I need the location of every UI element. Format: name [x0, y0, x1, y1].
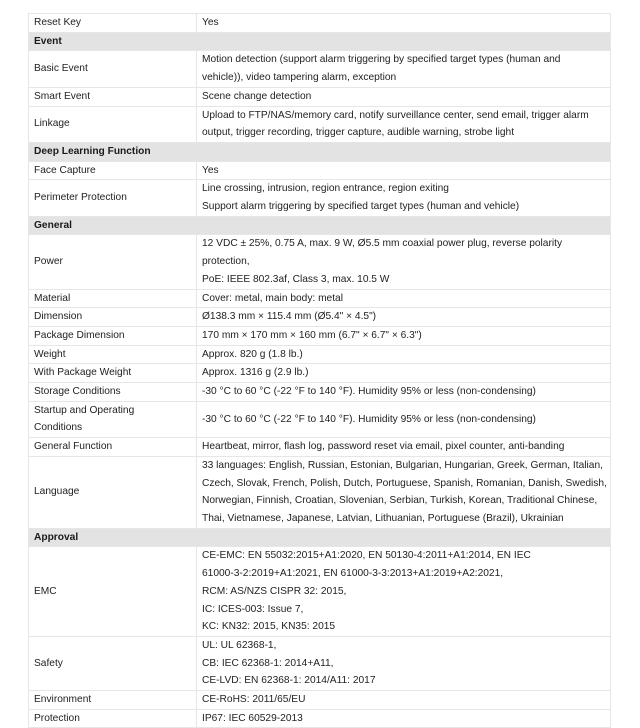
spec-value-line: Support alarm triggering by specified target types (human and vehicle) — [202, 201, 520, 213]
spec-label-line: Startup and Operating — [34, 404, 135, 416]
section-title: Deep Learning Function — [29, 142, 611, 161]
spec-row — [29, 289, 611, 308]
spec-row — [29, 308, 611, 327]
spec-row — [29, 438, 611, 457]
spec-value — [197, 308, 611, 327]
spec-label — [29, 401, 197, 437]
spec-value-line: Yes — [202, 17, 219, 28]
spec-label: Environment — [29, 691, 197, 710]
spec-label: General Function — [29, 438, 197, 457]
spec-row — [29, 456, 611, 528]
spec-value — [197, 51, 611, 87]
spec-value — [197, 180, 611, 216]
spec-row — [29, 51, 611, 87]
spec-value-line: 12 VDC ± 25%, 0.75 A, max. 9 W, Ø5.5 mm coaxial power plug, reverse polarity — [202, 238, 563, 250]
spec-row — [29, 547, 611, 637]
spec-value — [197, 691, 611, 710]
spec-value-line: Line crossing, intrusion, region entrance, region exiting — [202, 183, 449, 195]
spec-label: Linkage — [29, 106, 197, 142]
spec-label: Perimeter Protection — [29, 180, 197, 216]
spec-value-line: -30 °C to 60 °C (-22 °F to 140 °F). Humidity 95% or less (non-condensing) — [202, 386, 536, 398]
spec-value-line: Approx. 1316 g (2.9 lb.) — [202, 367, 309, 379]
spec-value-line: Thai, Vietnamese, Japanese, Latvian, Lithuanian, Portuguese (Brazil), Ukrainian — [202, 512, 564, 524]
spec-value — [197, 438, 611, 457]
spec-value-line: -30 °C to 60 °C (-22 °F to 140 °F). Humidity 95% or less (non-condensing) — [202, 413, 536, 425]
spec-label: Basic Event — [29, 51, 197, 87]
spec-value-line: Upload to FTP/NAS/memory card, notify surveillance center, send email, trigger alarm — [202, 109, 589, 121]
spec-label: EMC — [29, 547, 197, 637]
spec-value-line: PoE: IEEE 802.3af, Class 3, max. 10.5 W — [202, 273, 390, 285]
spec-label: Dimension — [29, 308, 197, 327]
section-header-row — [29, 528, 611, 547]
spec-value-line: Heartbeat, mirror, flash log, password reset via email, pixel counter, anti-banding — [202, 441, 565, 453]
spec-value-line: protection, — [202, 256, 250, 268]
spec-row — [29, 326, 611, 345]
spec-row — [29, 14, 611, 33]
spec-row — [29, 235, 611, 289]
spec-value — [197, 709, 611, 728]
spec-row — [29, 636, 611, 690]
spec-value — [197, 636, 611, 690]
spec-row — [29, 401, 611, 437]
spec-label: Safety — [29, 636, 197, 690]
spec-table-body — [29, 14, 611, 728]
section-title: General — [29, 216, 611, 235]
section-title: Approval — [29, 528, 611, 547]
spec-label: Storage Conditions — [29, 383, 197, 402]
section-header-row — [29, 142, 611, 161]
spec-value — [197, 161, 611, 180]
spec-value-line: output, trigger recording, trigger capture, audible warning, strobe light — [202, 127, 515, 139]
spec-value — [197, 235, 611, 289]
spec-table — [28, 13, 611, 728]
spec-value-line: Czech, Slovak, French, Polish, Dutch, Portuguese, Spanish, Romanian, Danish, Swedish, — [202, 477, 607, 489]
spec-label: Package Dimension — [29, 326, 197, 345]
spec-value — [197, 547, 611, 637]
spec-row — [29, 87, 611, 106]
spec-value-line: UL: UL 62368-1, — [202, 639, 277, 651]
spec-label: Weight — [29, 345, 197, 364]
spec-value-line: Cover: metal, main body: metal — [202, 292, 343, 304]
spec-label: Material — [29, 289, 197, 308]
spec-value — [197, 345, 611, 364]
spec-row — [29, 364, 611, 383]
spec-row — [29, 345, 611, 364]
spec-row — [29, 106, 611, 142]
spec-value-line: IC: ICES-003: Issue 7, — [202, 603, 304, 615]
spec-value-line: CE-LVD: EN 62368-1: 2014/A11: 2017 — [202, 675, 376, 687]
spec-label: Power — [29, 235, 197, 289]
spec-value — [197, 383, 611, 402]
spec-label: Face Capture — [29, 161, 197, 180]
section-header-row — [29, 32, 611, 51]
spec-value-line: 61000-3-2:2019+A1:2021, EN 61000-3-3:2013+A1:2019+A2:2021, — [202, 568, 504, 580]
spec-value-line: RCM: AS/NZS CISPR 32: 2015, — [202, 585, 347, 597]
spec-value — [197, 289, 611, 308]
spec-value-line: IP67: IEC 60529-2013 — [202, 712, 303, 724]
spec-value — [197, 401, 611, 437]
spec-value-line: CE-EMC: EN 55032:2015+A1:2020, EN 50130-4:2011+A1:2014, EN IEC — [202, 550, 531, 562]
spec-value — [197, 364, 611, 383]
spec-value — [197, 456, 611, 528]
spec-value-line: CB: IEC 62368-1: 2014+A11, — [202, 657, 334, 669]
spec-row — [29, 180, 611, 216]
spec-value — [197, 14, 611, 33]
spec-value-line: Norwegian, Finnish, Croatian, Slovenian, Serbian, Turkish, Korean, Traditional Chinese, — [202, 495, 598, 507]
spec-value-line: Ø138.3 mm × 115.4 mm (Ø5.4" × 4.5") — [202, 311, 377, 323]
spec-value-line: Yes — [202, 164, 219, 176]
spec-value-line: CE-RoHS: 2011/65/EU — [202, 694, 306, 706]
spec-value-line: 170 mm × 170 mm × 160 mm (6.7" × 6.7" × 6.3") — [202, 329, 422, 341]
spec-label: Protection — [29, 709, 197, 728]
section-title: Event — [29, 32, 611, 51]
spec-value — [197, 87, 611, 106]
spec-row — [29, 691, 611, 710]
spec-value — [197, 106, 611, 142]
spec-label-line: Conditions — [34, 422, 83, 434]
spec-value-line: vehicle)), video tampering alarm, exception — [202, 72, 397, 84]
spec-row — [29, 161, 611, 180]
spec-label: With Package Weight — [29, 364, 197, 383]
spec-value-line: 33 languages: English, Russian, Estonian, Bulgarian, Hungarian, Greek, German, Italian, — [202, 459, 603, 471]
spec-label: Smart Event — [29, 87, 197, 106]
spec-value-line: Approx. 820 g (1.8 lb.) — [202, 348, 303, 360]
spec-row — [29, 709, 611, 728]
spec-label: Language — [29, 456, 197, 528]
spec-value-line: Scene change detection — [202, 90, 312, 102]
spec-label: Reset Key — [29, 14, 197, 33]
spec-value — [197, 326, 611, 345]
spec-value-line: KC: KN32: 2015, KN35: 2015 — [202, 621, 336, 633]
spec-row — [29, 383, 611, 402]
spec-value-line: Motion detection (support alarm triggering by specified target types (human and — [202, 54, 561, 66]
section-header-row — [29, 216, 611, 235]
